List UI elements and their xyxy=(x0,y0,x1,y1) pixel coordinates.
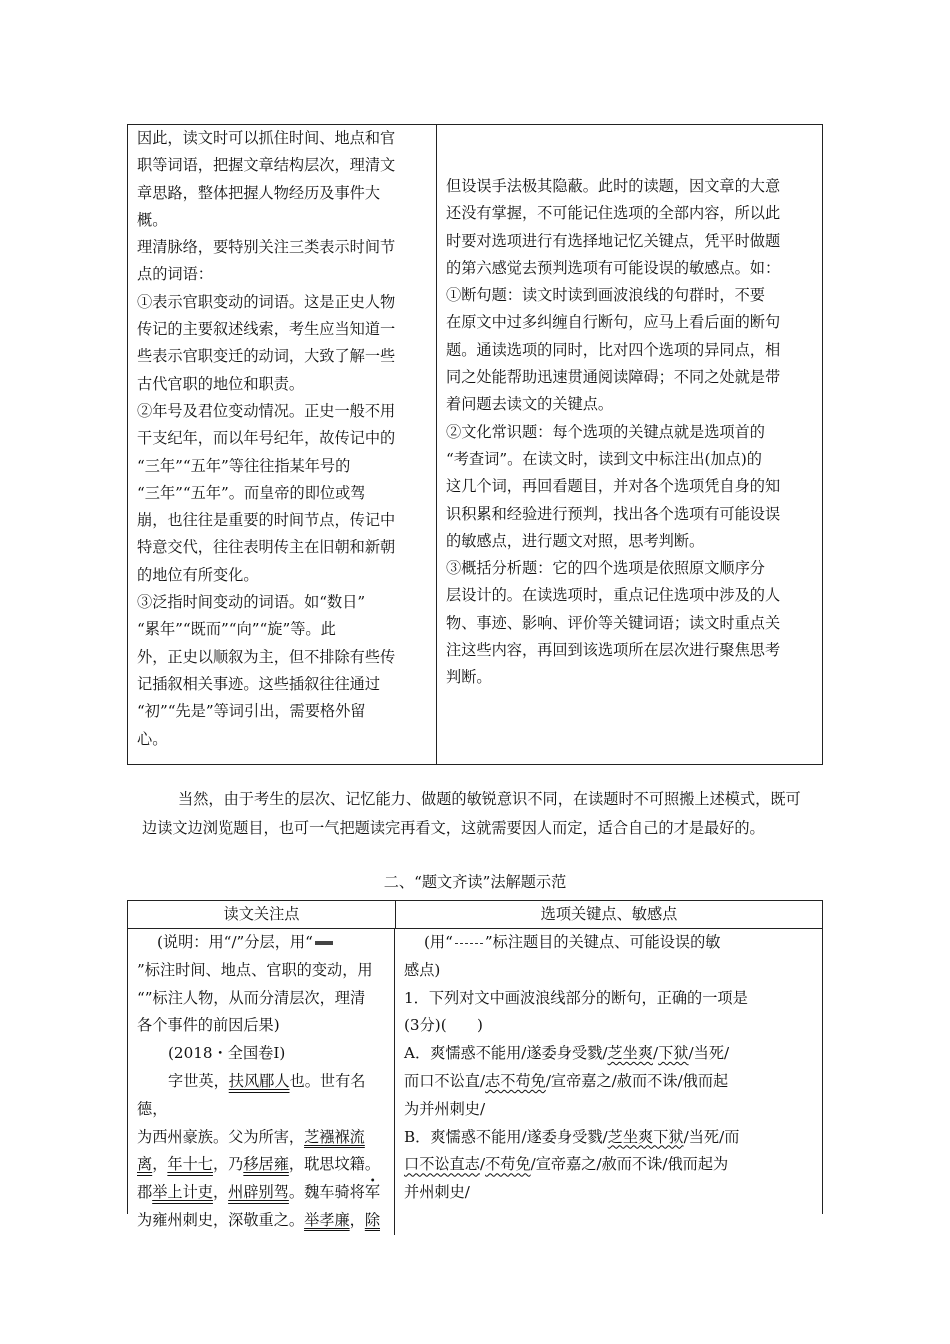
legend-note-part: (说明：用“/”分层，用“ xyxy=(157,933,313,951)
wavy-legend-line: 感点) xyxy=(404,960,441,979)
passage-time: 年十七 xyxy=(167,1155,213,1174)
passage-office: 举孝廉 xyxy=(304,1210,350,1229)
method-right-line: 着问题去读文的关键点。 xyxy=(446,395,614,414)
option-span: 为并州刺史/ xyxy=(404,1099,486,1118)
option-span: A．爽懦惑不能用/遂委身受戮/ xyxy=(404,1044,608,1063)
reading-focus-cell xyxy=(128,929,395,1235)
option-span: /当死/而 xyxy=(683,1127,740,1146)
passage-span: 也。世有名德， xyxy=(137,1071,366,1118)
method-right-line: ①断句题：读文时读到画波浪线的句群时，不要 xyxy=(446,286,765,305)
method-right-line: 的第六感觉去预判选项有可能设误的敏感点。如： xyxy=(446,258,781,277)
passage-place: 移居雍 xyxy=(243,1155,289,1174)
header-option-keypoints: 选项关键点、敏感点 xyxy=(540,905,678,923)
passage-span: ，耽思坟 xyxy=(288,1155,350,1174)
example-table-header xyxy=(128,901,822,929)
option-span: 而口不讼直/ xyxy=(404,1071,486,1090)
method-table-left-cell xyxy=(128,125,437,764)
legend-note-line: “”标注人物，从而分清层次，理清 xyxy=(137,988,366,1007)
method-left-line: 干支纪年，而以年号纪年，故传记中的 xyxy=(137,429,396,448)
wavy-legend xyxy=(404,929,814,957)
method-left-line: 记插叙相关事迹。这些插叙往往通过 xyxy=(137,674,380,693)
method-left-line: 传记的主要叙述线索，考生应当知道一 xyxy=(137,320,396,339)
method-right-line: 在原文中过多纠缠自行断句，应马上看后面的断句 xyxy=(446,313,781,332)
passage-span: 为雍州刺史，深敬重之。 xyxy=(137,1210,305,1229)
passage-span: ， xyxy=(152,1155,168,1174)
passage-span: 。魏车骑将军 xyxy=(288,1183,380,1202)
section-title: 二、“题文齐读”法解题示范 xyxy=(383,873,567,891)
passage-office: 除 xyxy=(364,1210,380,1229)
advice-paragraph: 当然，由于考生的层次、记忆能力、做题的敏锐意识不同，在读题时不可照搬上述模式，既可边读文边浏览题目，也可一气把题读完再看文，这就需要因人而定，适合自己的才是最好的。 xyxy=(142,790,801,837)
method-left-line: 古代官职的地位和职责。 xyxy=(137,374,305,393)
option-keypoint: 口不讼直志 xyxy=(404,1155,480,1174)
method-right-line: 时要对选项进行有选择地记忆关键点，凭平时做题 xyxy=(446,231,781,250)
question-1-score: (3分)( ) xyxy=(404,1016,483,1035)
legend-note-line: ”标注时间、地点、官职的变动，用 xyxy=(137,960,373,979)
method-right-line: 但设误手法极其隐蔽。此时的读题，因文章的大意 xyxy=(446,177,781,195)
method-right-line: ②文化常识题：每个选项的关键点就是选项首的 xyxy=(446,422,765,441)
method-left-line: “三年”“五年”等往往指某年号的 xyxy=(137,456,351,475)
method-table xyxy=(127,124,823,765)
passage-dotted-char: 籍 xyxy=(349,1155,365,1174)
option-span: /宣帝嘉之/赦而不诛/俄而起 xyxy=(545,1071,729,1090)
method-left-line: 章思路，整体把握人物经历及事件大 xyxy=(137,183,380,202)
method-right-line: “考查词”。在读文时，读到文中标注出(加点)的 xyxy=(446,449,762,468)
method-right-line: 识积累和经验进行预判，找出各个选项有可能设误 xyxy=(446,504,781,523)
passage-span: ， xyxy=(212,1183,229,1202)
method-right-line: 注这些内容，再回到该选项所在层次进行聚焦思考 xyxy=(446,641,781,660)
wavy-underline-sample xyxy=(455,943,483,944)
method-left-line: “初”“先是”等词引出，需要格外留 xyxy=(137,702,366,721)
question-1: 1．下列对文中画波浪线部分的断句，正确的一项是 xyxy=(404,988,748,1007)
method-left-line: 的地位有所变化。 xyxy=(137,565,259,584)
method-left-line: ③泛指时间变动的词语。如“数日” xyxy=(137,593,366,612)
wavy-legend-part: ”标注题目的关键点、可能设误的敏 xyxy=(484,933,721,951)
example-table xyxy=(127,900,823,1229)
option-span: / xyxy=(653,1044,659,1063)
option-span: /当死/ xyxy=(688,1044,730,1063)
passage-place: 扶风郿人 xyxy=(228,1071,290,1090)
passage-span: 字世英， xyxy=(168,1071,229,1090)
option-span: 并州刺史/ xyxy=(404,1183,470,1202)
passage-event: 芝襁褓流 xyxy=(304,1127,365,1146)
method-right-line: 这几个词，再回看题目，并对各个选项凭自身的知 xyxy=(446,477,781,496)
legend-note xyxy=(137,929,386,957)
method-right-line: 的敏感点，进行题文对照，思考判断。 xyxy=(446,531,705,550)
method-right-line: 层设计的。在读选项时，重点记住选项中涉及的人 xyxy=(446,586,781,605)
option-keypoint: 芝坐爽 xyxy=(607,1044,654,1063)
method-left-line: 外，正史以顺叙为主，但不排除有些传 xyxy=(137,647,396,666)
option-span: /宣帝嘉之/赦而不诛/俄而起为 xyxy=(530,1155,729,1174)
method-right-line: 判断。 xyxy=(446,668,492,687)
source-label: (2018・全国卷Ⅰ) xyxy=(168,1044,286,1063)
option-a xyxy=(404,1040,814,1123)
legend-note-line: 各个事件的前因后果) xyxy=(137,1016,280,1035)
option-keypoint: 不苟免 xyxy=(485,1155,531,1174)
passage-span: ，乃 xyxy=(212,1155,244,1174)
method-left-line: 概。 xyxy=(137,210,168,229)
method-right-line: 同之处能帮助迅速贯通阅读障碍；不同之处就是带 xyxy=(446,368,781,387)
option-keypoint: 下狱 xyxy=(658,1044,689,1063)
method-left-line: ②年号及君位变动情况。正史一般不用 xyxy=(137,401,396,420)
method-left-line: “累年”“既而”“向”“旋”等。此 xyxy=(137,620,336,639)
method-right-line: 题。通读选项的同时，比对四个选项的异同点，相 xyxy=(446,340,781,359)
header-reading-focus: 读文关注点 xyxy=(128,901,396,928)
method-left-line: 特意交代，往往表明传主在旧朝和新朝 xyxy=(137,538,396,557)
option-span: / xyxy=(479,1155,486,1174)
method-right-line: 物、事迹、影响、评价等关键词语；读文时重点关 xyxy=(446,613,781,632)
wavy-legend-part: (用“ xyxy=(424,933,453,951)
option-keypoint: 芝坐爽下狱 xyxy=(607,1127,684,1146)
method-left-line: 理清脉络，要特别关注三类表示时间节 xyxy=(137,238,396,257)
method-left-line: 心。 xyxy=(137,729,168,748)
option-keypoints-cell xyxy=(395,929,822,1235)
passage-span: 为西州豪族。父为所害， xyxy=(137,1127,305,1146)
passage-office: 举上计吏 xyxy=(152,1183,213,1202)
passage-span: 郡 xyxy=(137,1183,153,1202)
option-b xyxy=(404,1124,814,1207)
method-left-line: “三年”“五年”。而皇帝的即位或驾 xyxy=(137,483,366,502)
passage-span: ， xyxy=(349,1210,365,1229)
passage-event: 离 xyxy=(137,1155,153,1174)
passage-span: 。 xyxy=(364,1155,380,1174)
method-right-line: ③概括分析题：它的四个选项是依照原文顺序分 xyxy=(446,559,765,578)
passage-office: 州辟别驾 xyxy=(228,1183,289,1202)
method-left-line: 职等词语，把握文章结构层次，理清文 xyxy=(137,156,396,175)
option-keypoint: 志不苟免 xyxy=(485,1071,546,1090)
method-left-line: 因此，读文时可以抓住时间、地点和官 xyxy=(137,129,396,147)
method-left-line: 崩，也往往是重要的时间节点，传记中 xyxy=(137,511,396,530)
option-span: B．爽懦惑不能用/遂委身受戮/ xyxy=(404,1127,608,1146)
method-table-right-cell xyxy=(437,125,822,764)
method-left-line: ①表示官职变动的词语。这是正史人物 xyxy=(137,292,396,311)
double-underline-sample xyxy=(315,941,333,945)
passage-text xyxy=(137,1068,386,1235)
method-right-line: 还没有掌握，不可能记住选项的全部内容，所以此 xyxy=(446,204,781,223)
method-left-line: 些表示官职变迁的动词，大致了解一些 xyxy=(137,347,396,366)
method-left-line: 点的词语： xyxy=(137,265,213,284)
